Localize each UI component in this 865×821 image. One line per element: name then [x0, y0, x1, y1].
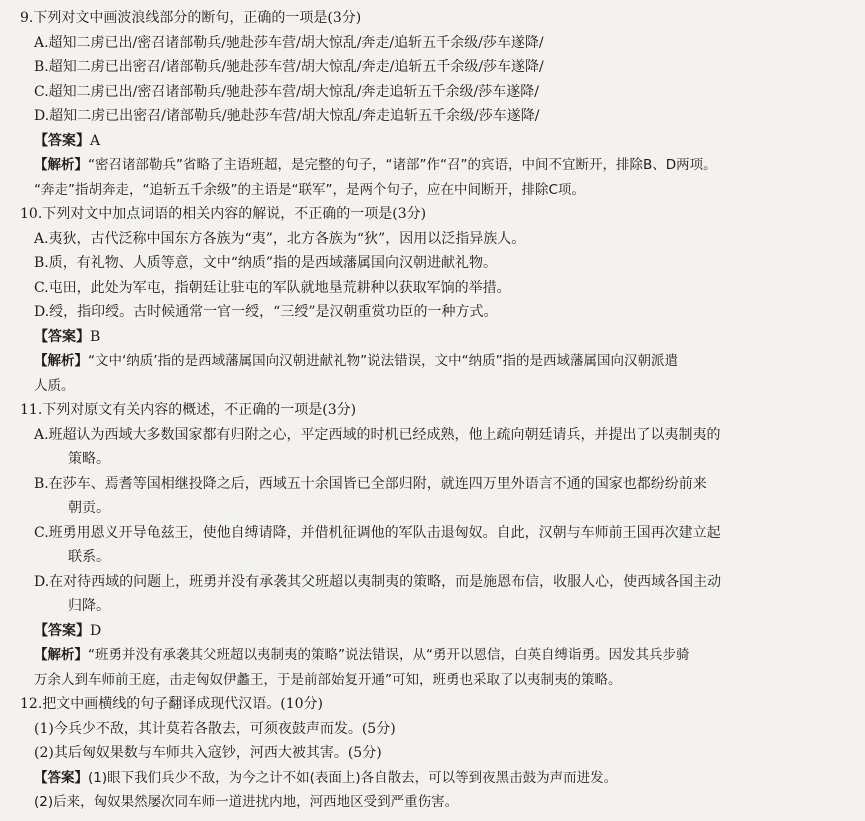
question-10-explanation [20, 349, 849, 374]
question-10-option-a: A.夷狄，古代泛称中国东方各族为“夷”，北方各族为“狄”，因用以泛指异族人。 [34, 230, 526, 247]
explanation-tag: 【解析】 [34, 157, 88, 173]
question-11-option-d: D.在对待西域的问题上，班勇并没有承袭其父班超以夷制夷的策略，而是施恩布信，收服人心，使西域各国主动 [34, 573, 722, 590]
question-10-explanation-cont: 人质。 [34, 377, 75, 394]
question-9-explanation-cont: “奔走”指胡奔走，“追斩五千余级”的主语是“联军”，是两个句子，应在中间断开，排除C项。 [34, 181, 585, 198]
question-9-option-a: A.超知二虏已出/密召诸部勒兵/驰赴莎车营/胡大惊乱/奔走/追斩五千余级/莎车遂降/ [34, 34, 544, 51]
question-12-item-2: (2)其后匈奴果数与车师共入寇钞，河西大被其害。(5分) [34, 745, 382, 761]
question-10-stem: 10.下列对文中加点词语的相关内容的解说，不正确的一项是(3分) [20, 206, 427, 222]
question-9-stem: 9.下列对文中画波浪线部分的断句，正确的一项是(3分) [20, 10, 362, 26]
explanation-text-line: “文中‘纳质’指的是西域藩属国向汉朝进献礼物”说法错误，文中“纳质”指的是西域藩属国向汉朝派遣 [88, 353, 679, 369]
question-11-explanation [20, 643, 849, 668]
question-10-option-c: C.屯田，此处为军屯，指朝廷让驻屯的军队就地垦荒耕种以获取军饷的举措。 [34, 279, 511, 296]
question-11-stem: 11.下列对原文有关内容的概述，不正确的一项是(3分) [20, 402, 357, 418]
explanation-text-line: “密召诸部勒兵”省略了主语班超，是完整的句子，“诸部”作“召”的宾语，中间不宜断开，排除B、D两项。 [88, 157, 717, 173]
question-12-answer [20, 766, 849, 791]
question-11-option-b-cont: 朝贡。 [68, 500, 110, 516]
question-11-option-b: B.在莎车、焉耆等国相继投降之后，西域五十余国皆已全部归附，就连四万里外语言不通的国家也都纷纷前来 [34, 475, 707, 492]
answer-value: B [90, 328, 101, 345]
answer-tag: 【答案】 [34, 328, 90, 345]
explanation-tag: 【解析】 [34, 353, 88, 369]
question-11-option-c: C.班勇用恩义开导龟兹王，使他自缚请降，并借机征调他的军队击退匈奴。自此，汉朝与车师前王国再次建立起 [34, 524, 721, 541]
question-11-option-d-cont: 归降。 [68, 598, 110, 614]
answer-tag: 【答案】 [34, 769, 88, 786]
question-11-option-c-cont: 联系。 [68, 549, 110, 565]
question-9-option-b: B.超知二虏已出密召/诸部勒兵/驰赴莎车营/胡大惊乱/奔走/追斩五千余级/莎车遂降/ [34, 59, 544, 75]
question-9-explanation [20, 153, 849, 178]
question-10-answer [20, 325, 849, 350]
answer-value: D [90, 622, 102, 639]
question-10-option-b: B.质，有礼物、人质等意，文中“纳质”指的是西域藩属国向汉朝进献礼物。 [34, 255, 498, 271]
question-11-option-a: A.班超认为西域大多数国家都有归附之心，平定西域的时机已经成熟，他上疏向朝廷请兵，并提出了以夷制夷的 [34, 426, 721, 443]
question-12-stem: 12.把文中画横线的句子翻译成现代汉语。(10分) [20, 696, 324, 712]
question-11-answer [20, 619, 849, 644]
question-12-item-1: (1)今兵少不敌，其计莫若各散去，可须夜鼓声而发。(5分) [34, 720, 396, 737]
answer-tag: 【答案】 [34, 132, 90, 149]
answer-text-line: (1)眼下我们兵少不敌，为今之计不如(表面上)各自散去，可以等到夜黑击鼓为声而进发。 [88, 769, 618, 786]
question-10-option-d: D.绶，指印绶。古时候通常一官一绶，“三绶”是汉朝重赏功臣的一种方式。 [34, 304, 498, 320]
question-12-answer-cont: (2)后来，匈奴果然屡次同车师一道进扰内地，河西地区受到严重伤害。 [34, 794, 459, 810]
question-11-option-a-cont: 策略。 [68, 451, 110, 467]
question-9-option-c: C.超知二虏已出/密召诸部勒兵/驰赴莎车营/胡大惊乱/奔走追斩五千余级/莎车遂降/ [34, 83, 539, 100]
question-9-answer [20, 129, 849, 154]
explanation-text-line: “班勇并没有承袭其父班超以夷制夷的策略”说法错误，从“勇开以恩信，白英自缚诣勇。因发其兵步骑 [88, 647, 690, 663]
explanation-tag: 【解析】 [34, 647, 88, 663]
question-9-option-d: D.超知二虏已出密召/诸部勒兵/驰赴莎车营/胡大惊乱/奔走追斩五千余级/莎车遂降/ [34, 108, 540, 124]
answer-value: A [90, 132, 101, 149]
answer-tag: 【答案】 [34, 622, 90, 639]
question-11-explanation-cont: 万余人到车师前王庭，击走匈奴伊蠡王，于是前部始复开通”可知，班勇也采取了以夷制夷的策略。 [34, 671, 622, 688]
